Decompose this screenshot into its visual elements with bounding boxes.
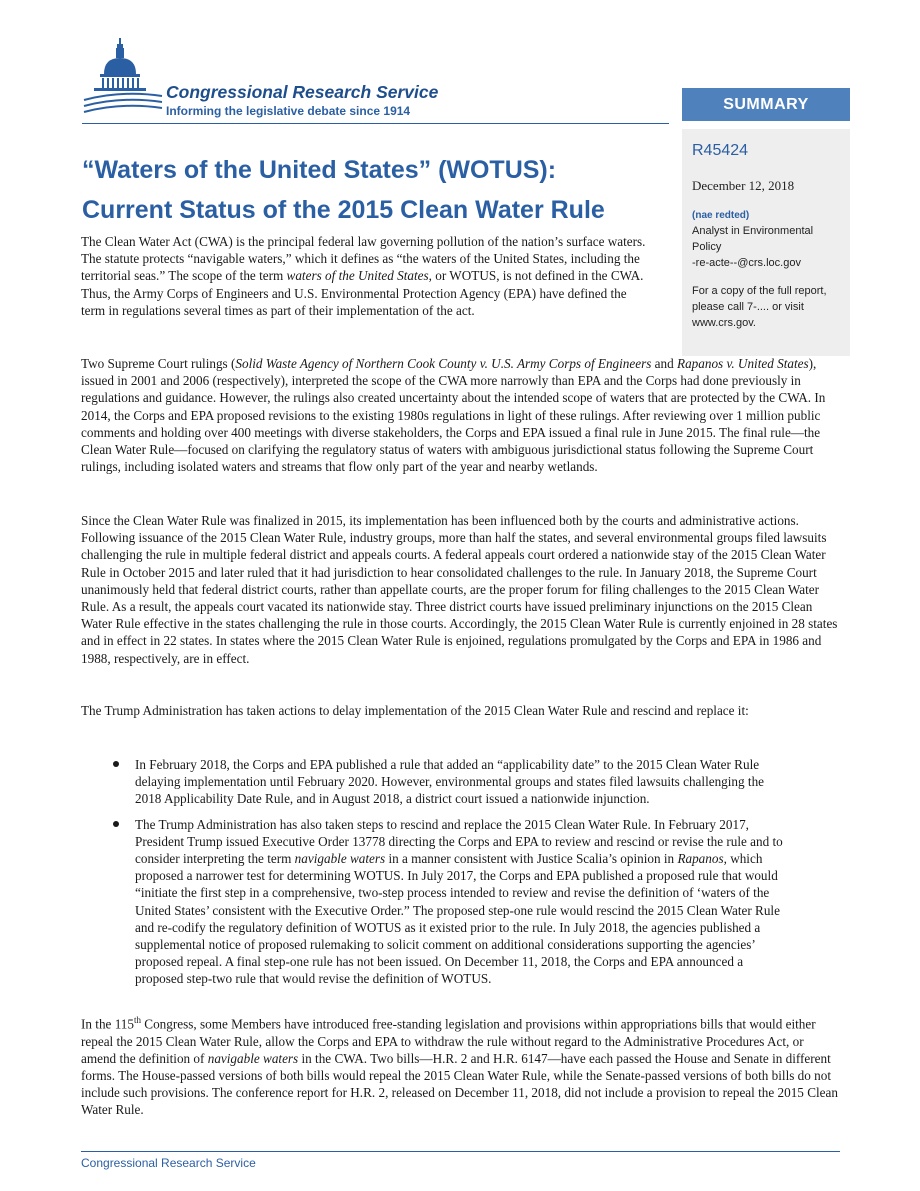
- list-item: [113, 816, 793, 988]
- copy-note: For a copy of the full report, please call 7-.... or visit www.crs.gov.: [692, 285, 827, 329]
- header-divider: [82, 123, 669, 124]
- report-number: R45424: [692, 142, 749, 159]
- page-title: [82, 150, 672, 230]
- crs-logo: [82, 36, 482, 126]
- report-date: December 12, 2018: [692, 178, 795, 193]
- bullet-1-text: In February 2018, the Corps and EPA published a rule that added an “applicability date” to the 2015 Clean Water Rule delaying implementation until February 2020. However, environmental groups and states filed lawsuits challenging the 2018 Applicability Date Rule, and in August 2018, a district court issued a nationwide injunction.: [135, 757, 765, 807]
- bullet-icon: [113, 821, 119, 827]
- paragraph-2-text-c: and: [651, 356, 678, 371]
- bullet-2-text-e: , which proposed a narrower test for determining WOTUS. In July 2017, the Corps and EPA published a proposed rule that would “initiate the first step in a comprehensive, two-step process intended to review and revise the definition of ‘waters of the United States’ consistent with the Executive Order.” The proposed step-one rule would rescind the 2015 Clean Water Rule and re-codify the regulatory definition of WOTUS as it existed prior to the rule. In July 2018, the agencies published a supplemental notice of proposed rulemaking to solicit comment on additional considerations supporting the agencies’ proposed repeal. A final step-one rule has not been issued. On December 11, 2018, the Corps and EPA announced a proposed step-two rule that would revise the definition of WOTUS.: [135, 851, 780, 987]
- paragraph-2-case-2: Rapanos v. United States: [677, 356, 809, 371]
- title-line-2: Current Status of the 2015 Clean Water Rule: [82, 196, 605, 224]
- paragraph-1-text-c: , or WOTUS, is not defined in the CWA. Thus, the Army Corps of Engineers and U.S. Environmental Protection Agency (EPA) have defined the term in regulations several times as part of their implementation of the act.: [81, 268, 644, 318]
- paragraph-4: The Trump Administration has taken actions to delay implementation of the 2015 Clean Water Rule and rescind and replace it:: [81, 703, 749, 718]
- org-tagline: Informing the legislative debate since 1914: [166, 104, 411, 118]
- capitol-dome-icon: [82, 36, 164, 122]
- bullet-icon: [113, 761, 119, 767]
- paragraph-2: [81, 355, 839, 475]
- bullet-2-term: navigable waters: [294, 851, 386, 867]
- paragraph-2-text-a: Two Supreme Court rulings (: [81, 356, 236, 371]
- paragraph-5-term: navigable waters: [207, 1050, 299, 1066]
- org-name: Congressional Research Service: [166, 82, 439, 102]
- paragraph-1-term: waters of the United States: [286, 268, 429, 284]
- summary-label: SUMMARY: [682, 88, 850, 121]
- paragraph-5-text-a: In the 115: [81, 1016, 134, 1032]
- footer-text: Congressional Research Service: [81, 1156, 256, 1170]
- list-item: [113, 756, 793, 808]
- author-name: (nae redted): [692, 210, 750, 221]
- bullet-2-text-a: The Trump Administration has also taken steps to rescind and replace the 2015 Clean Water Rule. In February 2017, President Trump issued Executive Order 13778 directing the Corps and EPA to review and rescind or revise the rule and to consider interpreting the term: [135, 816, 783, 867]
- footer-divider: [81, 1151, 840, 1152]
- bullet-2-case: Rapanos: [677, 851, 724, 867]
- summary-sidebar: [682, 129, 850, 356]
- paragraph-1: [81, 233, 647, 319]
- paragraph-3: Since the Clean Water Rule was finalized in 2015, its implementation has been influenced both by the courts and administrative actions. Following issuance of the 2015 Clean Water Rule, industry groups, more than half the states, and several environmental groups filed lawsuits challenging the rule in multiple federal district and appeals courts. A federal appeals court ordered a nationwide stay of the 2015 Clean Water Rule in October 2015 and later ruled that it had jurisdiction to hear consolidated challenges to the rule. In January 2018, the Supreme Court unanimously held that federal district courts, rather than appellate courts, are the proper forum for filing challenges to the 2015 Clean Water Rule. As a result, the appeals court vacated its nationwide stay. Three district courts have issued preliminary injunctions on the 2015 Clean Water Rule effective in the states challenging the rule in those courts. Accordingly, the 2015 Clean Water Rule is currently enjoined in 28 states and in effect in 22 states. In states where the 2015 Clean Water Rule is enjoined, regulations promulgated by the Corps and EPA in 1986 and 1988, respectively, are in effect.: [81, 513, 838, 666]
- paragraph-5-text-d: in the CWA. Two bills—H.R. 2 and H.R. 6147—have each passed the House and Senate in different forms. The House-passed versions of both bills would repeal the 2015 Clean Water Rule, while the Senate-passed versions of both bills do not include such provisions. The conference report for H.R. 2, released on December 11, 2018, did not include a provision to repeal the 2015 Clean Water Rule.: [81, 1050, 838, 1118]
- bullet-2-text-c: in a manner consistent with Justice Scalia’s opinion in: [385, 851, 678, 867]
- title-line-1: “Waters of the United States” (WOTUS):: [82, 156, 557, 184]
- ordinal-suffix: th: [133, 1015, 141, 1025]
- author-role: Analyst in Environmental Policy: [692, 225, 814, 253]
- author-email[interactable]: -re-acte--@crs.loc.gov: [692, 257, 801, 269]
- paragraph-1-text-a: The Clean Water Act (CWA) is the principal federal law governing pollution of the nation’s surface waters. The statute protects “navigable waters,” which it defines as “the waters of the United States, including the territorial seas.” The scope of the term: [81, 234, 646, 284]
- bullet-list: [113, 756, 793, 988]
- paragraph-5-text-b: Congress, some Members have introduced free-standing legislation and provisions within appropriations bills that would either repeal the 2015 Clean Water Rule, allow the Corps and EPA to withdraw the rule without regard to the Administrative Procedures Act, or amend the definition of: [81, 1016, 816, 1066]
- paragraph-2-case-1: Solid Waste Agency of Northern Cook County v. U.S. Army Corps of Engineers: [235, 356, 652, 371]
- paragraph-2-text-e: ), issued in 2001 and 2006 (respectively), interpreted the scope of the CWA more narrowly than EPA and the Corps had done previously in regulations and guidance. However, the rulings also created uncertainty about the intended scope of waters that are protected by the CWA. In 2014, the Corps and EPA proposed revisions to the existing 1980s regulations in light of these rulings. After reviewing over 1 million public comments and holding over 400 meetings with diverse stakeholders, the Corps and EPA issued a final rule in June 2015. The final rule—the Clean Water Rule—focused on clarifying the regulatory status of waters with ambiguous jurisdictional status following the Supreme Court rulings, including isolated waters and streams that flow only part of the year and nearby wetlands.: [81, 356, 826, 475]
- paragraph-5: [81, 1012, 839, 1119]
